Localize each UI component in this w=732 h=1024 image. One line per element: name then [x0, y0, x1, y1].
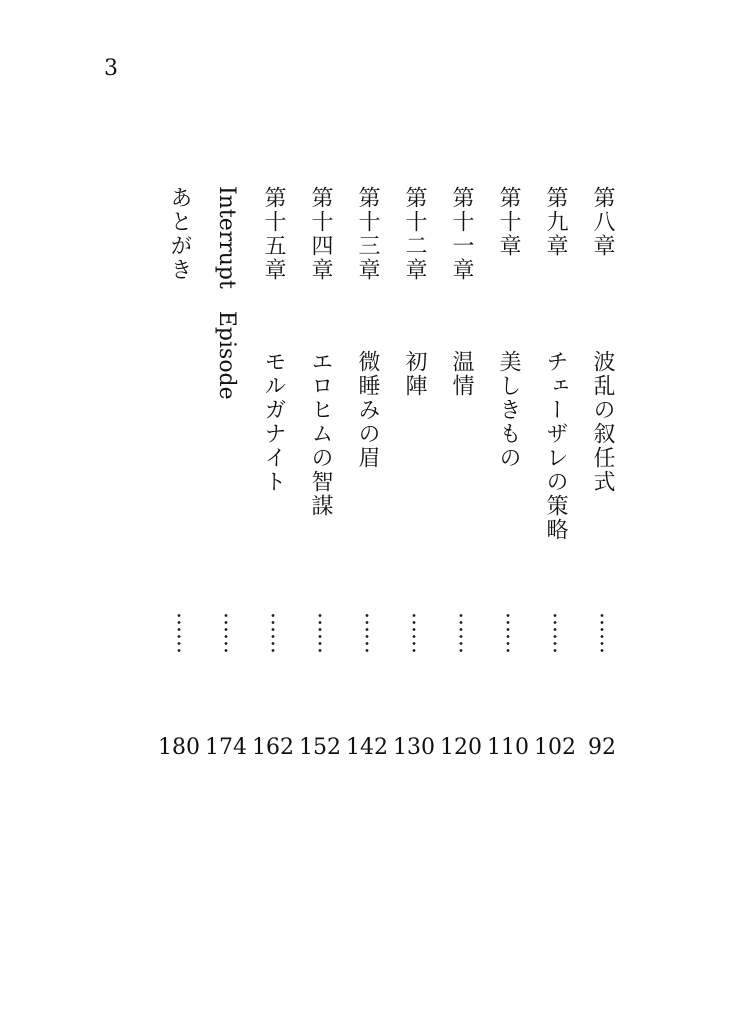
- chapter-label: 第十二章: [402, 186, 427, 282]
- toc-entry[interactable]: [159, 0, 199, 1024]
- chapter-title: モルガナイト: [261, 350, 286, 494]
- leader-dots: [270, 612, 276, 652]
- chapter-title: 波乱の叙任式: [590, 350, 615, 494]
- page-ref: 162: [252, 735, 294, 760]
- leader-dots: [364, 612, 370, 652]
- leader-dots: [599, 612, 605, 652]
- page-ref: 120: [440, 735, 482, 760]
- toc-entry[interactable]: [582, 0, 622, 1024]
- chapter-label: 第十三章: [355, 186, 380, 282]
- toc-entry[interactable]: [347, 0, 387, 1024]
- leader-dots: [317, 612, 323, 652]
- leader-dots: [176, 612, 182, 652]
- chapter-title: 美しきもの: [496, 350, 521, 470]
- page-ref: 130: [393, 735, 435, 760]
- leader-dots: [458, 612, 464, 652]
- page-ref: 142: [346, 735, 388, 760]
- chapter-title: チェーザレの策略: [543, 350, 568, 542]
- page-ref: 92: [588, 735, 616, 760]
- leader-dots: [552, 612, 558, 652]
- leader-dots: [411, 612, 417, 652]
- leader-dots: [223, 612, 229, 652]
- page-ref: 174: [205, 735, 247, 760]
- chapter-label: 第九章: [543, 186, 568, 258]
- chapter-label: 第十一章: [449, 186, 474, 282]
- toc-entry[interactable]: [488, 0, 528, 1024]
- toc-entry[interactable]: [535, 0, 575, 1024]
- page-number: 3: [104, 56, 118, 81]
- toc-entry[interactable]: [300, 0, 340, 1024]
- chapter-label: 第八章: [590, 186, 615, 258]
- chapter-title: 初陣: [402, 350, 427, 398]
- chapter-title: 微睡みの眉: [355, 350, 380, 470]
- chapter-label: 第十四章: [308, 186, 333, 282]
- toc-entry[interactable]: [206, 0, 246, 1024]
- chapter-title: 温情: [449, 350, 474, 398]
- page-ref: 110: [487, 735, 529, 760]
- page-ref: 102: [534, 735, 576, 760]
- toc-entry[interactable]: [441, 0, 481, 1024]
- chapter-label: 第十五章: [261, 186, 286, 282]
- chapter-label: Interrupt Episode: [214, 186, 239, 400]
- toc-entry[interactable]: [253, 0, 293, 1024]
- toc-entry[interactable]: [394, 0, 434, 1024]
- page-ref: 152: [299, 735, 341, 760]
- chapter-label: あとがき: [167, 186, 192, 282]
- chapter-title: エロヒムの智謀: [308, 350, 333, 518]
- leader-dots: [505, 612, 511, 652]
- chapter-label: 第十章: [496, 186, 521, 258]
- page-ref: 180: [158, 735, 200, 760]
